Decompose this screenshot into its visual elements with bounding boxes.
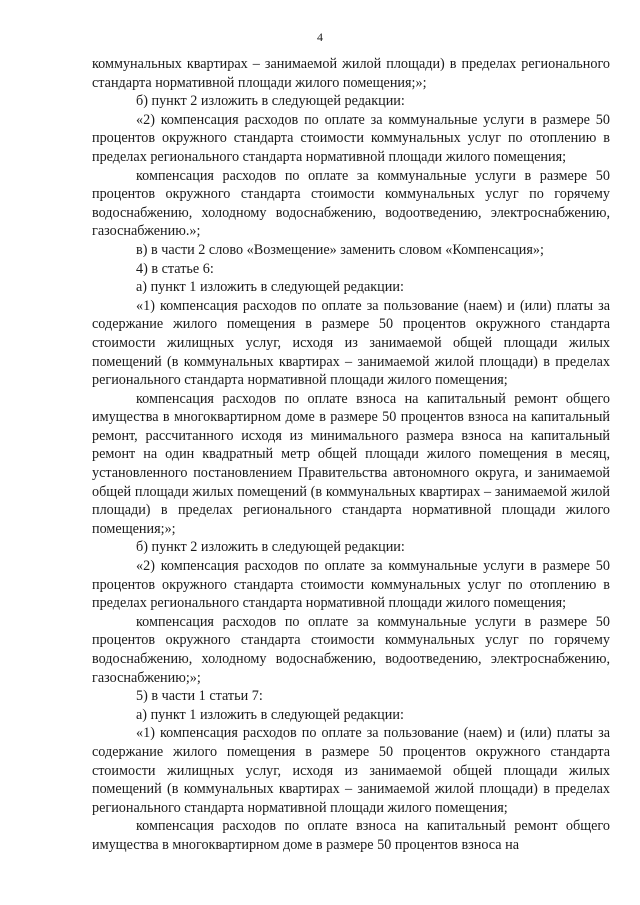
page-number: 4: [317, 30, 323, 44]
paragraph: а) пункт 1 изложить в следующей редакции:: [136, 706, 404, 723]
paragraph: а) пункт 1 изложить в следующей редакции:: [136, 279, 404, 296]
document-body: [92, 55, 610, 855]
paragraph: компенсация расходов по оплате за коммунальные услуги в размере 50 процентов окружного стандарта стоимости коммунальных услуг по горячему водоснабжению, холодному водоснабжению, водоотведению, электроснабжению, газоснабжению;»;: [92, 613, 610, 686]
paragraph: б) пункт 2 изложить в следующей редакции:: [136, 539, 405, 556]
paragraph: «2) компенсация расходов по оплате за коммунальные услуги в размере 50 процентов окружного стандарта стоимости коммунальных услуг по отоплению в пределах регионального стандарта нормативной площади жилого помещения;: [92, 558, 610, 612]
paragraph: «2) компенсация расходов по оплате за коммунальные услуги в размере 50 процентов окружного стандарта стоимости коммунальных услуг по отоплению в пределах регионального стандарта нормативной площади жилого помещения;: [92, 111, 610, 165]
paragraph: компенсация расходов по оплате за коммунальные услуги в размере 50 процентов окружного стандарта стоимости коммунальных услуг по горячему водоснабжению, холодному водоснабжению, водоотведению, электроснабжению, газоснабжению.»;: [92, 167, 610, 240]
paragraph: б) пункт 2 изложить в следующей редакции:: [136, 93, 405, 110]
paragraph: коммунальных квартирах – занимаемой жилой площади) в пределах регионального стандарта нормативной площади жилого помещения;»;: [92, 56, 610, 91]
paragraph: в) в части 2 слово «Возмещение» заменить словом «Компенсация»;: [136, 241, 544, 258]
paragraph: 4) в статье 6:: [136, 260, 214, 277]
paragraph: «1) компенсация расходов по оплате за пользование (наем) и (или) платы за содержание жилого помещения в размере 50 процентов окружного стандарта стоимости жилищных услуг, исходя из занимаемой общей площади жилых помещений (в коммунальных квартирах – занимаемой жилой площади) в пределах регионального стандарта нормативной площади жилого помещения;: [92, 725, 610, 816]
paragraph: компенсация расходов по оплате взноса на капитальный ремонт общего имущества в многоквартирном доме в размере 50 процентов взноса на: [92, 818, 610, 853]
paragraph: 5) в части 1 статьи 7:: [136, 688, 263, 705]
paragraph: «1) компенсация расходов по оплате за пользование (наем) и (или) платы за содержание жилого помещения в размере 50 процентов окружного стандарта стоимости жилищных услуг, исходя из занимаемой общей площади жилых помещений (в коммунальных квартирах – занимаемой жилой площади) в пределах регионального стандарта нормативной площади жилого помещения;: [92, 297, 610, 389]
paragraph: компенсация расходов по оплате взноса на капитальный ремонт общего имущества в многоквартирном доме в размере 50 процентов взноса на капитальный ремонт, рассчитанного исходя из минимального размера взноса на капитальный ремонт на один квадратный метр общей площади жилого помещения в месяц, установленного постановлением Правительства автономного округа, и занимаемой общей площади жилых помещений (в коммунальных квартирах – занимаемой жилой площади) в пределах регионального стандарта нормативной площади жилого помещения;»;: [92, 390, 610, 537]
